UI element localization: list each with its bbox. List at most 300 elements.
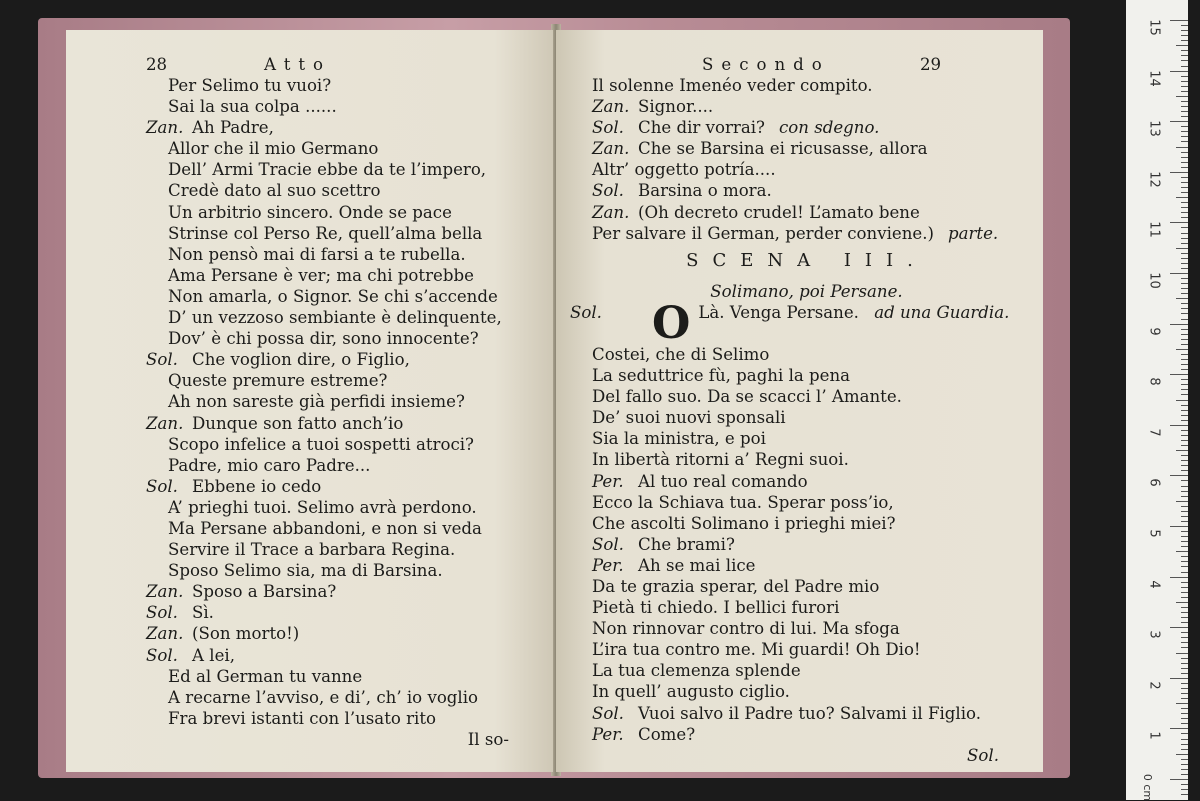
- line-text: Ma Persane abbandoni, e non si veda: [168, 518, 482, 538]
- ruler-number: 5: [1146, 529, 1162, 538]
- ruler-tick: [1181, 759, 1188, 760]
- text-line: [570, 681, 1043, 702]
- ruler-number: 13: [1146, 120, 1162, 137]
- text-line: [146, 223, 553, 244]
- text-line: [570, 302, 1043, 323]
- ruler-number: 15: [1146, 19, 1162, 36]
- ruler-tick: [1181, 394, 1188, 395]
- ruler-tick: [1181, 693, 1188, 694]
- ruler-tick: [1181, 536, 1188, 537]
- text-line: [570, 202, 1043, 223]
- left-page: [66, 30, 553, 772]
- ruler-tick: [1181, 202, 1188, 203]
- text-line: [146, 497, 553, 518]
- ruler-tick: [1176, 703, 1188, 704]
- ruler-tick: [1181, 283, 1188, 284]
- line-text: Sia la ministra, e poi: [592, 429, 766, 449]
- ruler-tick: [1181, 582, 1188, 583]
- text-line: [570, 75, 1043, 96]
- text-line: [146, 560, 553, 581]
- ruler-tick: [1181, 141, 1188, 142]
- ruler-tick: [1170, 121, 1188, 122]
- stage-direction: parte.: [947, 223, 999, 243]
- ruler-tick: [1181, 566, 1188, 567]
- ruler-tick: [1181, 511, 1188, 512]
- text-line: [570, 449, 1043, 470]
- ruler-tick: [1181, 622, 1188, 623]
- ruler-tick: [1170, 273, 1188, 274]
- ruler-tick: [1181, 632, 1188, 633]
- text-line: [146, 307, 553, 328]
- line-text: Da te grazia sperar, del Padre mio: [592, 576, 880, 596]
- ruler-tick: [1181, 339, 1188, 340]
- ruler-tick: [1181, 354, 1188, 355]
- speaker-label: Zan.: [592, 139, 630, 159]
- right-text-block-bottom: [570, 344, 1043, 745]
- measurement-ruler: [1126, 0, 1188, 800]
- line-text: Che voglion dire, o Figlio,: [192, 350, 410, 370]
- ruler-tick: [1170, 779, 1188, 780]
- ruler-tick: [1181, 531, 1188, 532]
- text-line: [146, 476, 553, 497]
- text-line: [146, 413, 553, 434]
- ruler-tick: [1176, 45, 1188, 46]
- text-line: [570, 555, 1043, 576]
- ruler-tick: [1176, 653, 1188, 654]
- ruler-tick: [1181, 384, 1188, 385]
- drop-cap: O: [652, 301, 691, 344]
- ruler-tick: [1181, 86, 1188, 87]
- line-text: Padre, mio caro Padre...: [168, 455, 371, 475]
- line-text: Sposo a Barsina?: [192, 582, 337, 602]
- ruler-tick: [1181, 592, 1188, 593]
- ruler-tick: [1181, 389, 1188, 390]
- ruler-tick: [1181, 126, 1188, 127]
- ruler-tick: [1181, 405, 1188, 406]
- ruler-tick: [1181, 101, 1188, 102]
- ruler-tick: [1181, 233, 1188, 234]
- ruler-tick: [1176, 96, 1188, 97]
- speaker-label: Zan.: [146, 413, 184, 433]
- ruler-tick: [1176, 551, 1188, 552]
- ruler-tick: [1181, 136, 1188, 137]
- ruler-tick: [1181, 238, 1188, 239]
- text-line: [146, 349, 553, 370]
- line-text: Non amarla, o Signor. Se chi s’accende: [168, 286, 498, 306]
- ruler-tick: [1181, 445, 1188, 446]
- ruler-tick: [1181, 106, 1188, 107]
- ruler-tick: [1170, 425, 1188, 426]
- speaker-label: Zan.: [146, 118, 184, 138]
- line-text: Che dir vorrai?: [638, 118, 765, 138]
- ruler-tick: [1181, 334, 1188, 335]
- line-text: Come?: [638, 724, 696, 744]
- text-line: [146, 117, 553, 138]
- ruler-tick: [1181, 774, 1188, 775]
- ruler-number: 3: [1146, 630, 1162, 639]
- ruler-tick: [1181, 435, 1188, 436]
- text-line: [146, 265, 553, 286]
- ruler-tick: [1181, 278, 1188, 279]
- line-text: Altr’ oggetto potría....: [592, 160, 776, 180]
- ruler-tick: [1181, 465, 1188, 466]
- ruler-tick: [1181, 455, 1188, 456]
- speaker-label: Sol.: [592, 181, 624, 201]
- ruler-tick: [1181, 617, 1188, 618]
- ruler-tick: [1181, 313, 1188, 314]
- text-line: [146, 623, 553, 644]
- line-text: Ah Padre,: [192, 118, 274, 138]
- line-text: Dell’ Armi Tracie ebbe da te l’impero,: [168, 160, 487, 180]
- text-line: [146, 666, 553, 687]
- ruler-tick: [1181, 76, 1188, 77]
- ruler-tick: [1181, 30, 1188, 31]
- line-text: Del fallo suo. Da se scacci l’ Amante.: [592, 387, 902, 407]
- line-text: Vuoi salvo il Padre tuo? Salvami il Figlio.: [638, 703, 981, 723]
- ruler-tick: [1181, 116, 1188, 117]
- line-text: A’ prieghi tuoi. Selimo avrà perdono.: [168, 497, 477, 517]
- speaker-label: Zan.: [592, 202, 630, 222]
- ruler-tick: [1181, 303, 1188, 304]
- ruler-tick: [1181, 668, 1188, 669]
- line-text: Queste premure estreme?: [168, 371, 388, 391]
- ruler-tick: [1181, 162, 1188, 163]
- ruler-tick: [1181, 713, 1188, 714]
- speaker-label: Per.: [592, 471, 624, 491]
- ruler-tick: [1181, 420, 1188, 421]
- text-line: [146, 455, 553, 476]
- ruler-tick: [1181, 177, 1188, 178]
- text-line: [146, 159, 553, 180]
- ruler-tick: [1181, 258, 1188, 259]
- ruler-tick: [1181, 663, 1188, 664]
- text-line: [570, 223, 1043, 244]
- ruler-number: 14: [1146, 69, 1162, 87]
- line-text: Dov’ è chi possa dir, sono innocente?: [168, 329, 479, 349]
- text-line: [146, 645, 553, 666]
- text-line: [146, 96, 553, 117]
- text-line: [146, 687, 553, 708]
- ruler-tick: [1176, 602, 1188, 603]
- stage-direction: ad una Guardia.: [874, 302, 1010, 322]
- ruler-tick: [1170, 627, 1188, 628]
- speaker-label: Zan.: [592, 97, 630, 117]
- ruler-tick: [1170, 324, 1188, 325]
- text-line: [570, 597, 1043, 618]
- ruler-tick: [1176, 450, 1188, 451]
- ruler-tick: [1181, 55, 1188, 56]
- line-text: (Oh decreto crudel! L’amato bene: [638, 202, 920, 222]
- ruler-tick: [1181, 212, 1188, 213]
- ruler-tick: [1181, 50, 1188, 51]
- line-text: La tua clemenza splende: [592, 661, 801, 681]
- ruler-tick: [1181, 647, 1188, 648]
- ruler-tick: [1181, 227, 1188, 228]
- text-line: [146, 180, 553, 201]
- ruler-tick: [1170, 222, 1188, 223]
- line-text: Al tuo real comando: [638, 471, 808, 491]
- ruler-tick: [1176, 147, 1188, 148]
- speaker-label: Sol.: [146, 350, 178, 370]
- line-text: L’ira tua contro me. Mi guardi! Oh Dio!: [592, 640, 921, 660]
- line-text: Che ascolti Solimano i prieghi miei?: [592, 513, 896, 533]
- ruler-tick: [1181, 561, 1188, 562]
- ruler-tick: [1181, 243, 1188, 244]
- ruler-tick: [1181, 329, 1188, 330]
- ruler-tick: [1181, 546, 1188, 547]
- line-text: Ah non sareste già perfidi insieme?: [168, 392, 465, 412]
- ruler-tick: [1176, 400, 1188, 401]
- right-running-head: [570, 54, 1043, 75]
- ruler-tick: [1181, 268, 1188, 269]
- ruler-tick: [1181, 486, 1188, 487]
- ruler-tick: [1181, 718, 1188, 719]
- speaker-label: Sol.: [592, 534, 624, 554]
- line-text: D’ un vezzoso sembiante è delinquente,: [168, 308, 502, 328]
- ruler-tick: [1181, 556, 1188, 557]
- text-line: [570, 576, 1043, 597]
- text-line: [570, 159, 1043, 180]
- line-text: Allor che il mio Germano: [168, 139, 379, 159]
- line-text: Barsina o mora.: [638, 181, 772, 201]
- line-text: Non pensò mai di farsi a te rubella.: [168, 244, 466, 264]
- ruler-tick: [1181, 764, 1188, 765]
- line-text: Costei, che di Selimo: [592, 344, 770, 364]
- text-line: [570, 618, 1043, 639]
- ruler-tick: [1181, 587, 1188, 588]
- ruler-tick: [1181, 25, 1188, 26]
- ruler-tick: [1181, 344, 1188, 345]
- ruler-tick: [1181, 187, 1188, 188]
- text-line: [570, 407, 1043, 428]
- left-catchword: Il so-: [467, 729, 509, 749]
- speaker-label: Sol.: [592, 118, 624, 138]
- ruler-unit: 0 cm: [1141, 773, 1155, 801]
- ruler-tick: [1181, 359, 1188, 360]
- line-text: (Son morto!): [192, 624, 300, 644]
- speaker-label: Sol.: [146, 476, 178, 496]
- ruler-tick: [1181, 288, 1188, 289]
- ruler-tick: [1176, 298, 1188, 299]
- ruler-number: 11: [1146, 221, 1162, 239]
- line-text: A recarne l’avviso, e di’, ch’ io voglio: [168, 687, 479, 707]
- ruler-tick: [1181, 319, 1188, 320]
- line-text: Ama Persane è ver; ma chi potrebbe: [168, 265, 474, 285]
- stage-direction: con sdegno.: [778, 118, 880, 138]
- ruler-tick: [1181, 607, 1188, 608]
- ruler-tick: [1181, 379, 1188, 380]
- text-line: [570, 724, 1043, 745]
- ruler-tick: [1181, 496, 1188, 497]
- ruler-tick: [1181, 40, 1188, 41]
- ruler-tick: [1181, 723, 1188, 724]
- ruler-tick: [1170, 172, 1188, 173]
- ruler-number: 12: [1146, 171, 1162, 188]
- scene-characters: Solimano, poi Persane.: [710, 281, 903, 301]
- ruler-tick: [1181, 131, 1188, 132]
- ruler-tick: [1181, 410, 1188, 411]
- line-text: Sposo Selimo sia, ma di Barsina.: [168, 561, 443, 581]
- ruler-tick: [1181, 642, 1188, 643]
- text-line: [570, 660, 1043, 681]
- ruler-tick: [1181, 612, 1188, 613]
- ruler-tick: [1181, 491, 1188, 492]
- ruler-tick: [1181, 784, 1188, 785]
- left-head-title: Atto: [264, 55, 332, 74]
- line-text: Per salvare il German, perder conviene.): [592, 223, 934, 243]
- left-running-head: [146, 54, 553, 75]
- line-text: Credè dato al suo scettro: [168, 181, 381, 201]
- text-line: [146, 244, 553, 265]
- ruler-tick: [1181, 263, 1188, 264]
- text-line: [146, 581, 553, 602]
- ruler-tick: [1176, 197, 1188, 198]
- line-text: Ah se mai lice: [638, 555, 756, 575]
- ruler-tick: [1181, 572, 1188, 573]
- ruler-tick: [1181, 470, 1188, 471]
- line-text: Che brami?: [638, 534, 735, 554]
- ruler-tick: [1181, 81, 1188, 82]
- ruler-tick: [1181, 253, 1188, 254]
- right-head-title: Secondo: [702, 55, 830, 74]
- ruler-tick: [1181, 207, 1188, 208]
- ruler-tick: [1181, 688, 1188, 689]
- ruler-tick: [1181, 66, 1188, 67]
- ruler-number: 7: [1146, 428, 1162, 437]
- line-text: A lei,: [192, 645, 235, 665]
- ruler-tick: [1181, 308, 1188, 309]
- speaker-label: Sol.: [592, 703, 624, 723]
- line-text: In libertà ritorni a’ Regni suoi.: [592, 450, 849, 470]
- ruler-tick: [1181, 430, 1188, 431]
- ruler-tick: [1181, 521, 1188, 522]
- text-line: [570, 344, 1043, 365]
- text-line: [570, 117, 1043, 138]
- text-line: [146, 539, 553, 560]
- speaker-label: Zan.: [146, 582, 184, 602]
- ruler-number: 1: [1146, 731, 1162, 741]
- ruler-tick: [1181, 111, 1188, 112]
- ruler-tick: [1181, 749, 1188, 750]
- line-text: Per Selimo tu vuoi?: [168, 76, 332, 95]
- ruler-tick: [1181, 369, 1188, 370]
- text-line: [146, 370, 553, 391]
- ruler-tick: [1181, 733, 1188, 734]
- ruler-number: 8: [1146, 377, 1162, 386]
- text-line: [570, 471, 1043, 492]
- line-text: Là. Venga Persane.: [698, 302, 859, 322]
- ruler-tick: [1181, 637, 1188, 638]
- line-text: Fra brevi istanti con l’usato rito: [168, 708, 437, 728]
- text-line: [146, 391, 553, 412]
- ruler-tick: [1181, 769, 1188, 770]
- text-line: [146, 708, 553, 729]
- ruler-tick: [1181, 683, 1188, 684]
- ruler-tick: [1181, 91, 1188, 92]
- ruler-tick: [1181, 516, 1188, 517]
- speaker-label: Sol.: [570, 302, 602, 322]
- ruler-tick: [1181, 157, 1188, 158]
- ruler-number: 4: [1146, 579, 1162, 589]
- text-line: [570, 513, 1043, 534]
- text-line: [146, 75, 553, 96]
- line-text: Il solenne Imenéo veder compito.: [592, 76, 873, 95]
- ruler-tick: [1170, 71, 1188, 72]
- text-line: [570, 639, 1043, 660]
- ruler-tick: [1181, 673, 1188, 674]
- text-line: [570, 703, 1043, 724]
- text-line: [146, 518, 553, 539]
- ruler-number: 10: [1146, 272, 1162, 289]
- line-text: Pietà ti chiedo. I bellici furori: [592, 598, 840, 618]
- line-text: Strinse col Perso Re, quell’alma bella: [168, 223, 483, 243]
- ruler-tick: [1181, 217, 1188, 218]
- line-text: Che se Barsina ei ricusasse, allora: [638, 139, 928, 159]
- ruler-tick: [1181, 152, 1188, 153]
- ruler-tick: [1181, 440, 1188, 441]
- ruler-tick: [1170, 728, 1188, 729]
- ruler-tick: [1181, 192, 1188, 193]
- ruler-tick: [1170, 526, 1188, 527]
- speaker-label: Sol.: [146, 603, 178, 623]
- right-page: [556, 30, 1043, 772]
- line-text: Ecco la Schiava tua. Sperar poss’io,: [592, 492, 894, 512]
- speaker-label: Sol.: [146, 645, 178, 665]
- ruler-tick: [1181, 60, 1188, 61]
- ruler-tick: [1181, 708, 1188, 709]
- ruler-tick: [1181, 364, 1188, 365]
- ruler-tick: [1170, 678, 1188, 679]
- ruler-tick: [1170, 577, 1188, 578]
- text-line: [146, 138, 553, 159]
- ruler-tick: [1181, 460, 1188, 461]
- text-line: [570, 428, 1043, 449]
- text-line: [570, 96, 1043, 117]
- text-line: [570, 138, 1043, 159]
- text-line: [146, 434, 553, 455]
- ruler-tick: [1181, 789, 1188, 790]
- ruler-tick: [1170, 475, 1188, 476]
- ruler-tick: [1176, 754, 1188, 755]
- ruler-tick: [1181, 794, 1188, 795]
- ruler-tick: [1176, 501, 1188, 502]
- line-text: Sai la sua colpa ......: [168, 97, 337, 117]
- ruler-tick: [1181, 658, 1188, 659]
- text-line: [570, 365, 1043, 386]
- text-line: [146, 202, 553, 223]
- text-line: [570, 492, 1043, 513]
- line-text: Ebbene io cedo: [192, 476, 322, 496]
- scene-title: SCENA III.: [686, 249, 927, 271]
- ruler-tick: [1181, 744, 1188, 745]
- speaker-label: Per.: [592, 724, 624, 744]
- ruler-tick: [1170, 374, 1188, 375]
- right-page-number: 29: [920, 55, 942, 74]
- ruler-tick: [1181, 167, 1188, 168]
- ruler-tick: [1170, 20, 1188, 21]
- ruler-tick: [1181, 182, 1188, 183]
- text-line: [146, 602, 553, 623]
- ruler-tick: [1181, 506, 1188, 507]
- ruler-tick: [1181, 480, 1188, 481]
- ruler-number: 2: [1146, 681, 1162, 690]
- line-text: Un arbitrio sincero. Onde se pace: [168, 202, 452, 222]
- ruler-number: 9: [1146, 326, 1162, 336]
- ruler-tick: [1181, 739, 1188, 740]
- line-text: De’ suoi nuovi sponsali: [592, 408, 786, 428]
- right-catchword: Sol.: [967, 745, 999, 765]
- line-text: Sì.: [192, 603, 214, 623]
